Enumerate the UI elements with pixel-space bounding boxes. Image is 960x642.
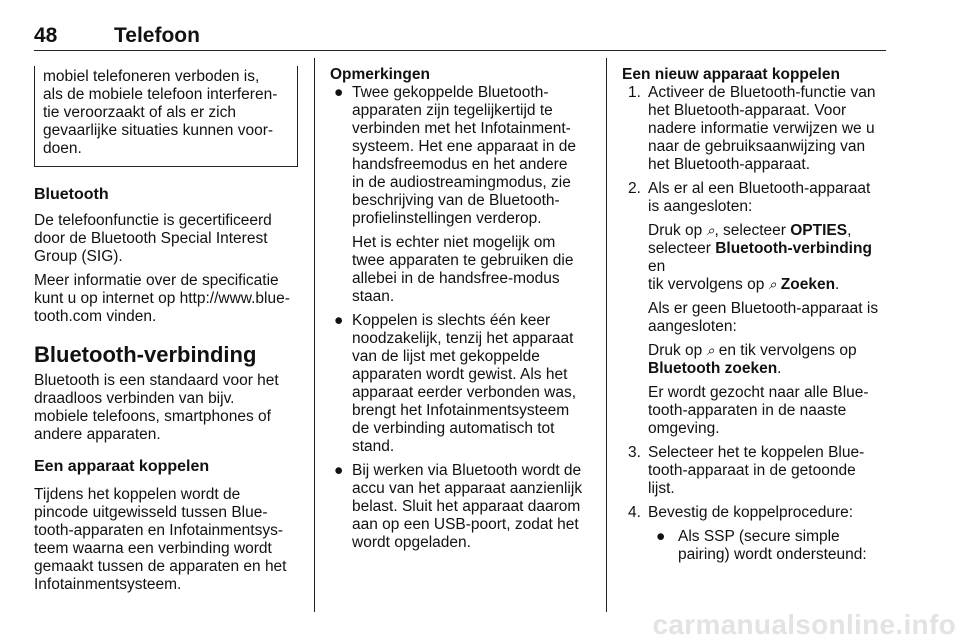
bullet-icon: ● xyxy=(334,462,344,479)
column-middle xyxy=(330,66,592,552)
bullet-icon: ● xyxy=(334,84,344,101)
column-left xyxy=(34,66,298,594)
paragraph: Tijdens het koppelen wordt de pincode uitgewisseld tussen Blue- tooth-apparaten en Infotainmentsys- teem waarna een verbinding wordt gemaakt tussen de apparaten en het Infotainmentsysteem. xyxy=(34,486,287,593)
phone-icon: ⌕ xyxy=(706,223,715,239)
step-2: 2. Als er al een Bluetooth-apparaat is aangesloten: Druk op ⌕, selecteer OPTIES, selecteer Bluetooth-verbinding en tik vervolgens op ⌕ Zoeken. Als er geen Bluetooth-apparaat is aangesloten: Druk op ⌕ en tik vervolgens op Bluetooth zoeken. Er wordt gezocht naar alle Blue- tooth-apparaten in de naaste omgeving. xyxy=(628,180,879,437)
paragraph: Bluetooth is een standaard voor het draadloos verbinden van bijv. mobiele telefoons, smartphones of andere apparaten. xyxy=(34,372,279,443)
step-3: 3. Selecteer het te koppelen Blue- tooth-apparaat in de getoonde lijst. xyxy=(628,444,865,497)
search-icon: ⌕ xyxy=(768,277,777,293)
warning-text: mobiel telefoneren verboden is, als de mobiele telefoon interferen- tie veroorzaakt of als er zich gevaarlijke situaties kunnen voor- doen. xyxy=(43,68,278,157)
new-device-heading: Een nieuw apparaat koppelen xyxy=(622,66,840,83)
page-number: 48 xyxy=(34,24,58,47)
paragraph: Meer informatie over de specificatie kunt u op internet op http://www.blue- tooth.com vinden. xyxy=(34,272,290,325)
step-4: 4. Bevestig de koppelprocedure: xyxy=(628,504,854,521)
bullet-icon: ● xyxy=(656,528,666,545)
column-divider xyxy=(314,58,315,612)
phone-icon: ⌕ xyxy=(706,343,715,359)
step-1: 1. Activeer de Bluetooth-functie van het Bluetooth-apparaat. Voor nadere informatie verwijzen we u naar de gebruiksaanwijzing van het Bluetooth-apparaat. xyxy=(628,84,876,173)
section-heading-pair-device: Een apparaat koppelen xyxy=(34,458,210,475)
column-right xyxy=(622,66,886,564)
running-title: Telefoon xyxy=(114,24,200,47)
paragraph: De telefoonfunctie is gecertificeerd door de Bluetooth Special Interest Group (SIG). xyxy=(34,212,272,265)
watermark: carmanualsonline.info xyxy=(652,609,956,640)
section-heading-bluetooth: Bluetooth xyxy=(34,186,109,203)
notes-heading: Opmerkingen xyxy=(330,66,430,83)
column-divider xyxy=(606,58,607,612)
list-item: ● Bij werken via Bluetooth wordt de accu van het apparaat aanzienlijk belast. Sluit het apparaat daarom aan op een USB-poort, zodat het wordt opgeladen. xyxy=(334,462,583,551)
section-heading-bluetooth-connection: Bluetooth-verbinding xyxy=(34,342,257,367)
list-item: ● Koppelen is slechts één keer noodzakelijk, tenzij het apparaat van de lijst met gekoppelde apparaten wordt gewist. Als het apparaat eerder verbonden was, brengt het Infotainmentsysteem de verbinding automatisch tot stand. xyxy=(334,312,577,455)
bullet-icon: ● xyxy=(334,312,344,329)
list-item: ● Twee gekoppelde Bluetooth- apparaten zijn tegelijkertijd te verbinden met het Infotainment- systeem. Het ene apparaat in de handsfreemodus en het andere in de audiostreamingmodus, zie beschrijving van de Bluetooth- profielinstellingen verderop. Het is echter niet mogelijk om twee apparaten te gebruiken die allebei in de handsfree-modus staan. xyxy=(334,84,577,305)
warning-box xyxy=(34,66,298,167)
list-item: ● Als SSP (secure simple pairing) wordt ondersteund: xyxy=(656,528,867,563)
page-header xyxy=(34,24,886,51)
